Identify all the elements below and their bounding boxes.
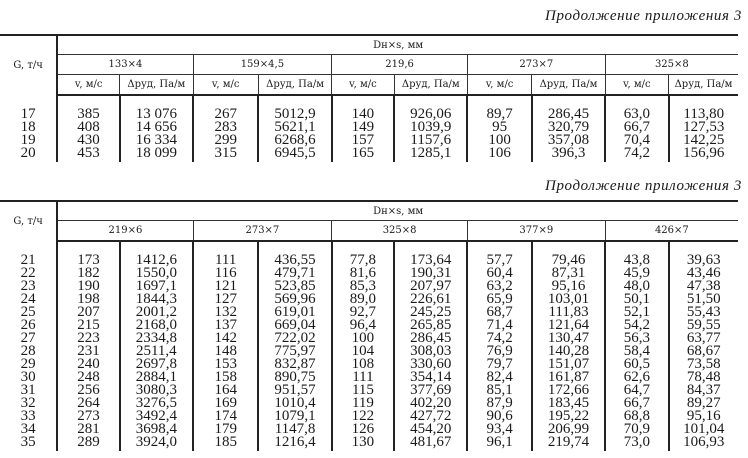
velocity-cell: 240 — [57, 358, 119, 371]
velocity-cell: 85,1 — [467, 384, 531, 397]
velocity-cell: 60,5 — [605, 358, 668, 371]
pressure-drop-cell: 330,60 — [394, 358, 467, 371]
pressure-drop-cell: 195,22 — [532, 410, 605, 423]
table-2 — [0, 200, 738, 451]
pressure-drop-cell: 5012,9 — [258, 95, 331, 121]
pressure-drop-cell: 669,04 — [258, 319, 331, 332]
flow-rate-cell: 20 — [0, 147, 57, 162]
velocity-cell: 70,9 — [605, 423, 668, 436]
velocity-cell: 106 — [467, 147, 531, 162]
table-row — [0, 147, 738, 162]
pressure-drop-cell: 5621,1 — [258, 121, 331, 134]
caption-continuation-1: Продолжение приложения 3 — [545, 8, 742, 24]
velocity-cell: 82,4 — [467, 371, 531, 384]
velocity-cell: 140 — [332, 95, 394, 121]
size-header: 325×8 — [605, 55, 738, 75]
flow-rate-cell: 21 — [0, 241, 57, 267]
table-row — [0, 95, 738, 121]
pressure-drop-cell: 265,85 — [394, 319, 467, 332]
velocity-cell: 57,7 — [467, 241, 531, 267]
velocity-header: v, м/с — [332, 75, 394, 96]
size-header: 159×4,5 — [193, 55, 332, 75]
velocity-header: v, м/с — [57, 75, 119, 96]
flow-rate-cell: 24 — [0, 293, 57, 306]
velocity-cell: 100 — [467, 134, 531, 147]
dn-header: Dн×s, мм — [57, 35, 738, 55]
velocity-cell: 157 — [332, 134, 394, 147]
flow-rate-cell: 23 — [0, 280, 57, 293]
velocity-cell: 158 — [193, 371, 258, 384]
pressure-drop-cell: 14 656 — [120, 121, 193, 134]
flow-rate-cell: 25 — [0, 306, 57, 319]
pressure-drop-cell: 47,38 — [686, 278, 721, 294]
velocity-cell: 248 — [57, 371, 119, 384]
velocity-cell: 68,7 — [467, 306, 531, 319]
pressure-drop-cell: 16 334 — [120, 134, 193, 147]
pressure-drop-cell: 951,57 — [258, 384, 331, 397]
velocity-cell: 65,9 — [467, 293, 531, 306]
pressure-drop-cell: 151,07 — [532, 358, 605, 371]
pressure-drop-cell: 2001,2 — [120, 306, 193, 319]
size-header: 273×7 — [193, 221, 332, 242]
pressure-drop-cell: 354,14 — [394, 371, 467, 384]
pressure-drop-cell: 161,87 — [532, 371, 605, 384]
size-header: 219×6 — [57, 221, 193, 242]
size-header: 325×8 — [332, 221, 468, 242]
pressure-drop-cell: 402,20 — [394, 397, 467, 410]
pressure-drop-header: Δpуд, Па/м — [669, 75, 738, 96]
velocity-cell: 66,7 — [605, 397, 668, 410]
velocity-cell: 165 — [332, 147, 394, 162]
velocity-cell: 64,7 — [605, 384, 668, 397]
velocity-cell: 95 — [467, 121, 531, 134]
velocity-cell: 92,7 — [332, 306, 394, 319]
velocity-cell: 45,9 — [605, 267, 668, 280]
velocity-cell: 132 — [193, 306, 258, 319]
velocity-cell: 73,0 — [605, 436, 668, 451]
pressure-drop-cell: 1697,1 — [120, 280, 193, 293]
flow-rate-cell: 29 — [0, 358, 57, 371]
pressure-drop-cell: 6945,5 — [258, 147, 331, 162]
velocity-cell: 137 — [193, 319, 258, 332]
pressure-drop-cell: 377,69 — [394, 384, 467, 397]
pressure-drop-cell: 1010,4 — [258, 397, 331, 410]
velocity-cell: 66,7 — [605, 121, 668, 134]
pressure-drop-cell: 183,45 — [532, 397, 605, 410]
velocity-cell: 179 — [193, 423, 258, 436]
velocity-header: v, м/с — [193, 75, 258, 96]
pressure-drop-cell: 357,08 — [532, 134, 605, 147]
velocity-cell: 60,4 — [467, 267, 531, 280]
g-header: G, т/ч — [0, 201, 57, 241]
pressure-drop-cell: 569,96 — [258, 293, 331, 306]
velocity-cell: 173 — [57, 241, 119, 267]
velocity-cell: 85,3 — [332, 280, 394, 293]
pressure-drop-cell: 427,72 — [394, 410, 467, 423]
velocity-cell: 281 — [57, 423, 119, 436]
pressure-drop-cell: 18 099 — [120, 147, 193, 162]
velocity-cell: 74,2 — [605, 147, 668, 162]
velocity-cell: 283 — [193, 121, 258, 134]
velocity-cell: 231 — [57, 345, 119, 358]
pressure-drop-cell: 2168,0 — [120, 319, 193, 332]
pressure-drop-cell: 832,87 — [258, 358, 331, 371]
velocity-cell: 108 — [332, 358, 394, 371]
velocity-cell: 87,9 — [467, 397, 531, 410]
flow-rate-cell: 19 — [0, 134, 57, 147]
flow-rate-cell: 27 — [0, 332, 57, 345]
pressure-drop-cell: 43,46 — [686, 265, 721, 281]
velocity-cell: 96,4 — [332, 319, 394, 332]
velocity-cell: 111 — [193, 241, 258, 267]
pressure-drop-cell: 140,28 — [532, 345, 605, 358]
pressure-drop-cell: 1079,1 — [258, 410, 331, 423]
pressure-drop-cell: 308,03 — [394, 345, 467, 358]
velocity-cell: 130 — [332, 436, 394, 451]
pressure-drop-cell: 73,58 — [686, 356, 721, 372]
velocity-cell: 207 — [57, 306, 119, 319]
velocity-cell: 115 — [332, 384, 394, 397]
velocity-cell: 164 — [193, 384, 258, 397]
velocity-cell: 90,6 — [467, 410, 531, 423]
velocity-cell: 264 — [57, 397, 119, 410]
pressure-drop-cell: 286,45 — [532, 95, 605, 121]
pressure-drop-cell: 2511,4 — [120, 345, 193, 358]
velocity-cell: 267 — [193, 95, 258, 121]
table-row — [0, 241, 738, 267]
velocity-cell: 119 — [332, 397, 394, 410]
velocity-cell: 256 — [57, 384, 119, 397]
pressure-drop-cell: 3698,4 — [120, 423, 193, 436]
pressure-drop-cell: 523,85 — [258, 280, 331, 293]
velocity-cell: 68,8 — [605, 410, 668, 423]
velocity-cell: 182 — [57, 267, 119, 280]
velocity-cell: 169 — [193, 397, 258, 410]
velocity-cell: 100 — [332, 332, 394, 345]
pressure-drop-cell: 722,02 — [258, 332, 331, 345]
velocity-header: v, м/с — [605, 75, 668, 96]
velocity-cell: 122 — [332, 410, 394, 423]
velocity-cell: 63,0 — [605, 95, 668, 121]
velocity-cell: 70,4 — [605, 134, 668, 147]
pressure-drop-cell: 172,66 — [532, 384, 605, 397]
pressure-drop-cell: 479,71 — [258, 267, 331, 280]
pressure-drop-cell: 926,06 — [394, 95, 467, 121]
velocity-cell: 56,3 — [605, 332, 668, 345]
pressure-drop-header: Δpуд, Па/м — [532, 75, 605, 96]
flow-rate-cell: 34 — [0, 423, 57, 436]
pressure-drop-cell: 396,3 — [532, 147, 605, 162]
velocity-cell: 185 — [193, 436, 258, 451]
pressure-drop-cell: 63,77 — [686, 330, 721, 346]
velocity-cell: 58,4 — [605, 345, 668, 358]
pressure-drop-cell: 39,63 — [686, 252, 721, 268]
pressure-drop-cell: 156,96 — [683, 145, 725, 161]
pressure-drop-cell: 79,46 — [532, 241, 605, 267]
velocity-cell: 315 — [193, 147, 258, 162]
pressure-drop-cell: 619,01 — [258, 306, 331, 319]
velocity-cell: 430 — [57, 134, 119, 147]
pressure-drop-cell: 890,75 — [258, 371, 331, 384]
pressure-drop-cell: 1844,3 — [120, 293, 193, 306]
velocity-cell: 121 — [193, 280, 258, 293]
pressure-drop-cell: 1412,6 — [120, 241, 193, 267]
pressure-drop-cell: 226,61 — [394, 293, 467, 306]
velocity-cell: 48,0 — [605, 280, 668, 293]
size-header: 133×4 — [57, 55, 193, 75]
flow-rate-cell: 22 — [0, 267, 57, 280]
pressure-drop-cell: 95,16 — [532, 280, 605, 293]
velocity-cell: 149 — [332, 121, 394, 134]
pressure-drop-cell: 103,01 — [532, 293, 605, 306]
velocity-cell: 62,6 — [605, 371, 668, 384]
pressure-drop-cell: 121,64 — [532, 319, 605, 332]
velocity-cell: 79,7 — [467, 358, 531, 371]
flow-rate-cell: 18 — [0, 121, 57, 134]
pressure-drop-header: Δpуд, Па/м — [258, 75, 331, 96]
pressure-drop-cell: 1157,6 — [394, 134, 467, 147]
pressure-drop-cell: 130,47 — [532, 332, 605, 345]
pressure-drop-cell: 2884,1 — [120, 371, 193, 384]
pressure-drop-cell: 775,97 — [258, 345, 331, 358]
velocity-cell: 408 — [57, 121, 119, 134]
table-1-body — [0, 95, 738, 162]
pressure-drop-cell: 1147,8 — [258, 423, 331, 436]
size-header: 377×9 — [467, 221, 605, 242]
pressure-drop-cell: 3924,0 — [120, 436, 193, 451]
velocity-cell: 223 — [57, 332, 119, 345]
pressure-drop-cell: 127,53 — [683, 119, 725, 135]
g-header: G, т/ч — [0, 35, 57, 95]
pressure-drop-cell: 454,20 — [394, 423, 467, 436]
velocity-cell: 289 — [57, 436, 119, 451]
pressure-drop-cell: 89,27 — [686, 395, 721, 411]
pressure-drop-cell: 1550,0 — [120, 267, 193, 280]
dn-header: Dн×s, мм — [57, 201, 738, 221]
pressure-drop-cell: 3080,3 — [120, 384, 193, 397]
table-row — [0, 436, 738, 451]
pressure-drop-cell: 113,80 — [683, 106, 725, 122]
pressure-drop-cell: 207,97 — [394, 280, 467, 293]
velocity-cell: 43,8 — [605, 241, 668, 267]
pressure-drop-cell: 6268,6 — [258, 134, 331, 147]
table-2-body — [0, 241, 738, 451]
pressure-drop-cell: 2334,8 — [120, 332, 193, 345]
pressure-drop-cell: 111,83 — [532, 306, 605, 319]
pressure-drop-cell: 481,67 — [394, 436, 467, 451]
pressure-drop-cell: 59,55 — [686, 317, 721, 333]
velocity-cell: 52,1 — [605, 306, 668, 319]
velocity-cell: 111 — [332, 371, 394, 384]
velocity-cell: 81,6 — [332, 267, 394, 280]
pressure-drop-cell: 1039,9 — [394, 121, 467, 134]
pressure-drop-cell: 1285,1 — [394, 147, 467, 162]
velocity-cell: 299 — [193, 134, 258, 147]
pressure-drop-cell: 219,74 — [532, 436, 605, 451]
velocity-cell: 63,2 — [467, 280, 531, 293]
velocity-cell: 190 — [57, 280, 119, 293]
flow-rate-cell: 32 — [0, 397, 57, 410]
velocity-cell: 273 — [57, 410, 119, 423]
pressure-drop-cell: 173,64 — [394, 241, 467, 267]
pressure-drop-cell: 320,79 — [532, 121, 605, 134]
velocity-cell: 116 — [193, 267, 258, 280]
pressure-drop-cell: 55,43 — [686, 304, 721, 320]
size-header: 219,6 — [332, 55, 468, 75]
pressure-drop-cell: 286,45 — [394, 332, 467, 345]
pressure-drop-header: Δpуд, Па/м — [394, 75, 467, 96]
velocity-cell: 148 — [193, 345, 258, 358]
pressure-drop-cell: 2697,8 — [120, 358, 193, 371]
flow-rate-cell: 17 — [0, 95, 57, 121]
flow-rate-cell: 26 — [0, 319, 57, 332]
pressure-drop-cell: 1216,4 — [258, 436, 331, 451]
velocity-cell: 126 — [332, 423, 394, 436]
velocity-cell: 89,0 — [332, 293, 394, 306]
caption-continuation-2: Продолжение приложения 3 — [545, 178, 742, 194]
pressure-drop-cell: 106,93 — [683, 434, 725, 450]
velocity-header: v, м/с — [467, 75, 531, 96]
flow-rate-cell: 30 — [0, 371, 57, 384]
velocity-cell: 174 — [193, 410, 258, 423]
velocity-cell: 453 — [57, 147, 119, 162]
velocity-cell: 127 — [193, 293, 258, 306]
pressure-drop-cell: 190,31 — [394, 267, 467, 280]
pressure-drop-cell: 3276,5 — [120, 397, 193, 410]
velocity-cell: 104 — [332, 345, 394, 358]
pressure-drop-cell: 142,25 — [683, 132, 725, 148]
velocity-cell: 71,4 — [467, 319, 531, 332]
velocity-cell: 153 — [193, 358, 258, 371]
pressure-drop-cell: 84,37 — [686, 382, 721, 398]
flow-rate-cell: 35 — [0, 436, 57, 451]
velocity-cell: 93,4 — [467, 423, 531, 436]
size-header: 273×7 — [467, 55, 605, 75]
velocity-cell: 54,2 — [605, 319, 668, 332]
pressure-drop-cell: 3492,4 — [120, 410, 193, 423]
table-1 — [0, 34, 738, 162]
velocity-cell: 142 — [193, 332, 258, 345]
pressure-drop-cell: 206,99 — [532, 423, 605, 436]
velocity-cell: 76,9 — [467, 345, 531, 358]
velocity-cell: 198 — [57, 293, 119, 306]
velocity-cell: 215 — [57, 319, 119, 332]
flow-rate-cell: 28 — [0, 345, 57, 358]
flow-rate-cell: 31 — [0, 384, 57, 397]
pressure-drop-cell: 95,16 — [686, 408, 721, 424]
velocity-cell: 385 — [57, 95, 119, 121]
velocity-cell: 89,7 — [467, 95, 531, 121]
flow-rate-cell: 33 — [0, 410, 57, 423]
pressure-drop-cell: 101,04 — [683, 421, 725, 437]
size-header: 426×7 — [605, 221, 738, 242]
pressure-drop-cell: 13 076 — [120, 95, 193, 121]
velocity-cell: 96,1 — [467, 436, 531, 451]
pressure-drop-cell: 51,50 — [686, 291, 721, 307]
pressure-drop-cell: 245,25 — [394, 306, 467, 319]
pressure-drop-cell: 78,48 — [686, 369, 721, 385]
pressure-drop-cell: 87,31 — [532, 267, 605, 280]
velocity-cell: 50,1 — [605, 293, 668, 306]
pressure-drop-cell: 68,67 — [686, 343, 721, 359]
pressure-drop-cell: 436,55 — [258, 241, 331, 267]
pressure-drop-header: Δpуд, Па/м — [120, 75, 193, 96]
velocity-cell: 74,2 — [467, 332, 531, 345]
velocity-cell: 77,8 — [332, 241, 394, 267]
